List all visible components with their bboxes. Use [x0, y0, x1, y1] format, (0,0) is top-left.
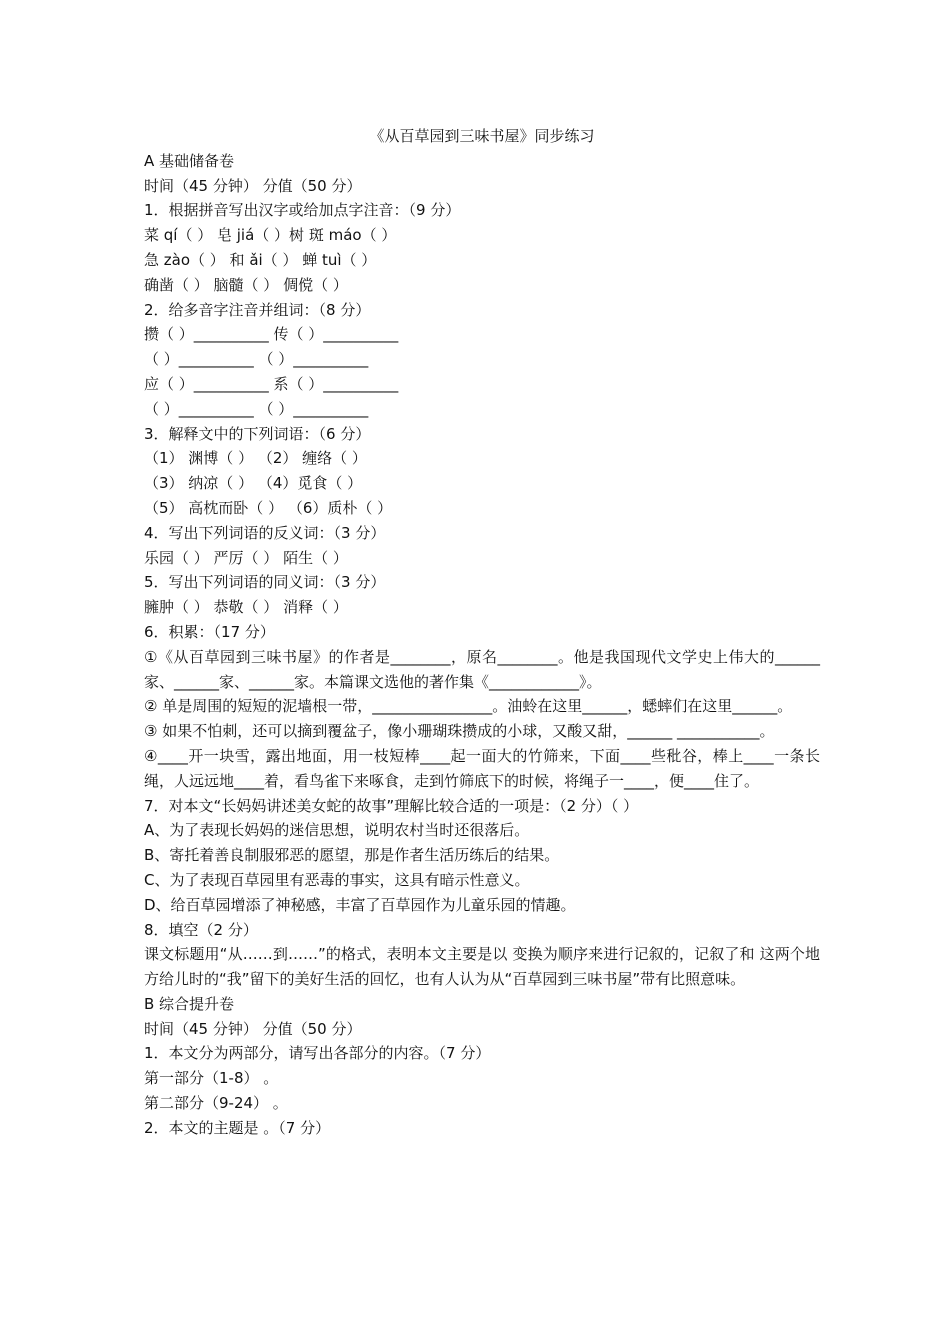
- q1-row: 确凿（ ） 脑髓（ ） 倜傥（ ）: [144, 275, 348, 294]
- q2-stem: 2．给多音字注音并组词：（8 分）: [144, 300, 371, 319]
- q4-stem: 4．写出下列词语的反义词：（3 分）: [144, 523, 386, 542]
- q2-row: 攒（ ）__________ 传（ ）__________: [144, 325, 399, 344]
- q1-row: 急 zào（ ） 和 ǎi（ ） 蝉 tuì（ ）: [144, 250, 377, 269]
- worksheet-page: [144, 124, 820, 1141]
- q5-row: 臃肿（ ） 恭敬（ ） 消释（ ）: [144, 598, 348, 617]
- q7-stem: 7．对本文“长妈妈讲述美女蛇的故事”理解比较合适的一项是：（2 分）（ ）: [144, 796, 639, 815]
- q2-row: （ ）__________ （ ）__________: [144, 399, 369, 418]
- b-q2-stem: 2．本文的主题是 。（7 分）: [144, 1118, 331, 1137]
- q2-row: 应（ ）__________ 系（ ）__________: [144, 374, 399, 393]
- q1-row: 菜 qí（ ） 皂 jiá（ ）树 斑 máo（ ）: [144, 226, 397, 245]
- section-b-heading: B 综合提升卷: [144, 994, 235, 1013]
- q7-option-d: D、给百草园增添了神秘感，丰富了百草园作为儿童乐园的情趣。: [144, 895, 576, 914]
- page-title: 《从百草园到三味书屋》同步练习: [369, 127, 595, 145]
- q6-paragraph: ④____开一块雪，露出地面，用一枝短棒____起一面大的竹筛来，下面____些秕谷，棒上____一条长绳，人远远地____着，看鸟雀下来啄食，走到竹筛底下的时候，将绳子一____，便____住了。: [144, 746, 820, 790]
- q7-option-b: B、寄托着善良制服邪恶的愿望，那是作者生活历练后的结果。: [144, 846, 560, 865]
- q4-row: 乐园（ ） 严厉（ ） 陌生（ ）: [144, 548, 348, 567]
- b-q1-row: 第二部分（9-24） 。: [144, 1094, 288, 1113]
- q5-stem: 5．写出下列词语的同义词：（3 分）: [144, 573, 386, 592]
- q8-paragraph: 课文标题用“从……到……”的格式，表明本文主要是以 变换为顺序来进行记叙的，记叙了和 这两个地方给儿时的“我”留下的美好生活的回忆，也有人认为从“百草园到三味书屋”带有比照意味。: [144, 945, 820, 989]
- q3-row: （3） 纳凉（ ） （4）觅食（ ）: [144, 474, 363, 493]
- b-q1-stem: 1．本文分为两部分，请写出各部分的内容。（7 分）: [144, 1044, 491, 1063]
- q7-option-c: C、为了表现百草园里有恶毒的事实，这具有暗示性意义。: [144, 870, 530, 889]
- section-a-heading: A 基础储备卷: [144, 151, 235, 170]
- b-q1-row: 第一部分（1-8） 。: [144, 1069, 279, 1088]
- q7-option-a: A、为了表现长妈妈的迷信思想，说明农村当时还很落后。: [144, 821, 530, 840]
- q2-row: （ ）__________ （ ）__________: [144, 350, 369, 369]
- q6-paragraph: ② 单是周围的短短的泥墙根一带，________________。油蛉在这里______，蟋蟀们在这里______。: [144, 697, 793, 716]
- q3-stem: 3．解释文中的下列词语：（6 分）: [144, 424, 371, 443]
- q6-stem: 6．积累：（17 分）: [144, 622, 275, 641]
- q3-row: （1） 渊博（ ） （2） 缠络（ ）: [144, 449, 367, 468]
- q6-paragraph: ③ 如果不怕刺，还可以摘到覆盆子，像小珊瑚珠攒成的小球，又酸又甜，______ ___________。: [144, 722, 775, 741]
- q8-stem: 8．填空（2 分）: [144, 920, 258, 939]
- q1-stem: 1．根据拼音写出汉字或给加点字注音：（9 分）: [144, 201, 461, 220]
- section-b-time-score: 时间（45 分钟） 分值（50 分）: [144, 1019, 362, 1038]
- q3-row: （5） 高枕而卧（ ） （6）质朴（ ）: [144, 498, 393, 517]
- q6-paragraph: ①《从百草园到三味书屋》的作者是________，原名________。他是我国现代文学史上伟大的______家、______家、______家。本篇课文选他的著作集《____________》。: [144, 647, 820, 691]
- section-a-time-score: 时间（45 分钟） 分值（50 分）: [144, 176, 362, 195]
